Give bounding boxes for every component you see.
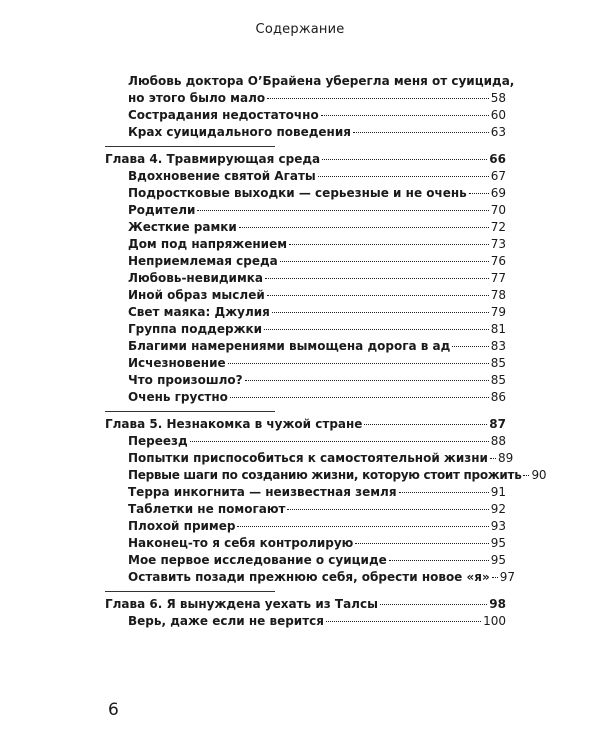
toc-entry bbox=[128, 125, 506, 139]
toc-page-number: 83 bbox=[490, 339, 506, 353]
leader-dots bbox=[197, 210, 488, 211]
toc-page-number: 98 bbox=[489, 597, 506, 611]
toc-entry bbox=[128, 288, 506, 302]
toc-page-number: 97 bbox=[499, 570, 515, 584]
toc-entry-title: Мое первое исследование о суициде bbox=[128, 553, 387, 567]
leader-dots bbox=[267, 295, 489, 296]
toc-entry bbox=[128, 434, 506, 448]
toc-page-number: 58 bbox=[490, 91, 506, 105]
leader-dots bbox=[239, 227, 489, 228]
toc-page-number: 95 bbox=[490, 536, 506, 550]
leader-dots bbox=[399, 492, 489, 493]
leader-dots bbox=[318, 176, 489, 177]
toc-entry bbox=[128, 485, 506, 499]
toc-page-number: 89 bbox=[497, 451, 514, 465]
leader-dots bbox=[469, 193, 489, 194]
toc-entry-title: Любовь доктора О’Брайена уберегла меня от суицида, bbox=[128, 74, 515, 88]
toc-page-number: 69 bbox=[490, 186, 506, 200]
leader-dots bbox=[452, 346, 488, 347]
toc-entry-title: Исчезновение bbox=[128, 356, 226, 370]
leader-dots bbox=[326, 621, 481, 622]
leader-dots bbox=[389, 560, 489, 561]
toc-page-number: 63 bbox=[490, 125, 506, 139]
toc-entry-title: Иной образ мыслей bbox=[128, 288, 265, 302]
leader-dots bbox=[322, 159, 487, 160]
toc-entry-title: Таблетки не помогают bbox=[128, 502, 286, 516]
toc-page-number: 88 bbox=[490, 434, 506, 448]
toc-entry-title: но этого было мало bbox=[128, 91, 266, 105]
leader-dots bbox=[492, 577, 498, 578]
toc-entry bbox=[128, 451, 514, 465]
toc-page-number: 85 bbox=[490, 373, 506, 387]
toc-entry-title: Группа поддержки bbox=[128, 322, 263, 336]
leader-dots bbox=[523, 475, 529, 476]
toc-entry-title: Переезд bbox=[128, 434, 188, 448]
toc-entry bbox=[128, 339, 506, 353]
toc-entry bbox=[128, 220, 506, 234]
leader-dots bbox=[272, 312, 489, 313]
toc-chapter-title: Глава 6. Я вынуждена уехать из Талсы bbox=[105, 597, 378, 611]
leader-dots bbox=[380, 604, 487, 605]
toc-entry bbox=[128, 373, 506, 387]
toc-entry-title: Попытки приспособиться к самостоятельной жизни bbox=[128, 451, 488, 465]
toc-entry bbox=[128, 502, 506, 516]
toc-entry bbox=[128, 390, 506, 404]
toc-entry-title: Родители bbox=[128, 203, 196, 217]
toc-entry-title: Оставить позади прежнюю себя, обрести новое «я» bbox=[128, 570, 490, 584]
toc-entry-title: Благими намерениями вымощена дорога в ад bbox=[128, 339, 451, 353]
section-divider bbox=[105, 411, 275, 412]
toc-entry-title: Плохой пример bbox=[128, 519, 236, 533]
toc-page-number: 95 bbox=[490, 553, 506, 567]
toc-entry bbox=[128, 108, 506, 122]
toc-entry-title: Очень грустно bbox=[128, 390, 228, 404]
toc-page-number: 81 bbox=[490, 322, 506, 336]
leader-dots bbox=[321, 115, 489, 116]
toc-entry bbox=[128, 536, 506, 550]
leader-dots bbox=[280, 261, 489, 262]
toc-entry bbox=[128, 519, 506, 533]
leader-dots bbox=[287, 509, 488, 510]
toc-entry-title: Любовь-невидимка bbox=[128, 271, 263, 285]
toc-entry-title: Неприемлемая среда bbox=[128, 254, 278, 268]
toc-page-number: 93 bbox=[490, 519, 506, 533]
leader-dots bbox=[237, 526, 488, 527]
toc-entry-title: Крах суицидального поведения bbox=[128, 125, 351, 139]
toc-page-number: 92 bbox=[490, 502, 506, 516]
toc-page-number: 66 bbox=[489, 152, 506, 166]
leader-dots bbox=[267, 98, 489, 99]
leader-dots bbox=[355, 543, 488, 544]
toc-chapter bbox=[105, 597, 506, 611]
toc-entry bbox=[128, 203, 506, 217]
toc-page-number: 85 bbox=[490, 356, 506, 370]
toc-entry-title: Терра инкогнита — неизвестная земля bbox=[128, 485, 397, 499]
toc-entry-title-line bbox=[128, 74, 514, 88]
toc-entry-title: Подростковые выходки — серьезные и не очень bbox=[128, 186, 467, 200]
leader-dots bbox=[364, 424, 487, 425]
toc-entry-title: Дом под напряжением bbox=[128, 237, 288, 251]
toc-entry bbox=[128, 169, 506, 183]
toc-entry-title: Свет маяка: Джулия bbox=[128, 305, 270, 319]
leader-dots bbox=[289, 244, 489, 245]
toc-entry bbox=[128, 237, 506, 251]
leader-dots bbox=[228, 363, 489, 364]
toc-entry-title: Что произошло? bbox=[128, 373, 243, 387]
toc-page-number: 72 bbox=[490, 220, 506, 234]
leader-dots bbox=[265, 278, 489, 279]
toc-page-number: 76 bbox=[490, 254, 506, 268]
toc-entry bbox=[128, 186, 506, 200]
toc-entry bbox=[128, 305, 506, 319]
toc-chapter bbox=[105, 152, 506, 166]
toc-page-number: 100 bbox=[483, 614, 506, 628]
toc-entry bbox=[128, 356, 506, 370]
leader-dots bbox=[230, 397, 489, 398]
toc-entry bbox=[128, 91, 506, 105]
toc-page-number: 70 bbox=[490, 203, 506, 217]
leader-dots bbox=[190, 441, 489, 442]
toc-page-number: 73 bbox=[490, 237, 506, 251]
toc-entry-title: Жесткие рамки bbox=[128, 220, 237, 234]
toc-chapter-title: Глава 5. Незнакомка в чужой стране bbox=[105, 417, 363, 431]
toc-entry-title: Вдохновение святой Агаты bbox=[128, 169, 316, 183]
section-divider bbox=[105, 146, 275, 147]
toc-entry-title: Верь, даже если не верится bbox=[128, 614, 324, 628]
toc-entry-title: Первые шаги по созданию жизни, которую стоит прожить bbox=[128, 468, 522, 482]
toc-entry-title: Сострадания недостаточно bbox=[128, 108, 319, 122]
toc-page-number: 78 bbox=[490, 288, 506, 302]
toc-page-number: 79 bbox=[490, 305, 506, 319]
section-divider bbox=[105, 591, 275, 592]
toc-entry bbox=[128, 553, 506, 567]
page-number: 6 bbox=[108, 700, 119, 720]
leader-dots bbox=[245, 380, 489, 381]
leader-dots bbox=[353, 132, 489, 133]
toc-entry bbox=[128, 254, 506, 268]
toc-page-number: 87 bbox=[489, 417, 506, 431]
leader-dots bbox=[264, 329, 489, 330]
leader-dots bbox=[490, 458, 496, 459]
toc-page-number: 90 bbox=[531, 468, 547, 482]
toc-entry bbox=[128, 468, 547, 482]
toc-entry bbox=[128, 271, 506, 285]
toc-page-number: 91 bbox=[490, 485, 506, 499]
toc-page-number: 86 bbox=[490, 390, 506, 404]
toc-entry bbox=[128, 570, 515, 584]
toc-chapter bbox=[105, 417, 506, 431]
toc-entry bbox=[128, 322, 506, 336]
toc-entry-title: Наконец-то я себя контролирую bbox=[128, 536, 354, 550]
toc-entry bbox=[128, 614, 506, 628]
toc-page-number: 67 bbox=[490, 169, 506, 183]
toc-page-number: 77 bbox=[490, 271, 506, 285]
toc-chapter-title: Глава 4. Травмирующая среда bbox=[105, 152, 321, 166]
toc-page-number: 60 bbox=[490, 108, 506, 122]
page-header: Содержание bbox=[255, 22, 345, 37]
